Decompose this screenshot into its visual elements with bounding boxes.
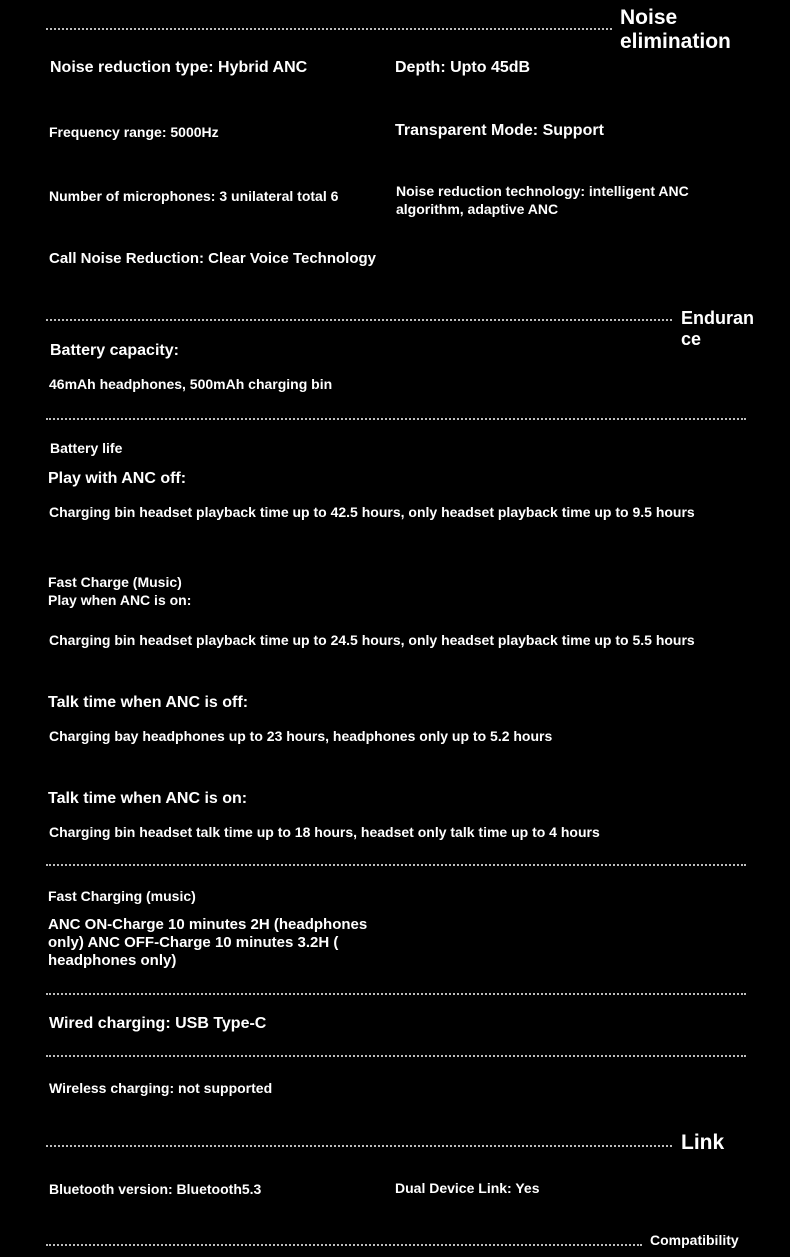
section-divider xyxy=(46,864,746,866)
play-anc-off-label: Play with ANC off: xyxy=(48,470,187,487)
talk-anc-off-label: Talk time when ANC is off: xyxy=(48,694,249,711)
battery-capacity-value: 46mAh headphones, 500mAh charging bin xyxy=(49,376,333,392)
section-title-endurance-line1: Enduran xyxy=(681,308,755,328)
transparent-mode: Transparent Mode: Support xyxy=(395,122,604,139)
noise-depth: Depth: Upto 45dB xyxy=(395,59,531,76)
section-title-noise: Noise elimination xyxy=(620,6,731,53)
play-anc-on-label: Play when ANC is on: xyxy=(48,592,192,608)
talk-anc-on-label: Talk time when ANC is on: xyxy=(48,790,248,807)
noise-reduction-technology: Noise reduction technology: intelligent ANC algorithm, adaptive ANC xyxy=(396,183,689,217)
dual-device-link: Dual Device Link: Yes xyxy=(395,1180,540,1196)
frequency-range: Frequency range: 5000Hz xyxy=(49,124,219,140)
wired-charging: Wired charging: USB Type-C xyxy=(49,1015,267,1032)
section-title-link: Link xyxy=(681,1131,725,1154)
battery-life-label: Battery life xyxy=(50,440,123,456)
fast-charging-value: ANC ON-Charge 10 minutes 2H (headphones only) ANC OFF-Charge 10 minutes 3.2H ( headphones only) xyxy=(48,916,368,969)
microphones-count: Number of microphones: 3 unilateral total 6 xyxy=(49,188,339,204)
call-noise-reduction: Call Noise Reduction: Clear Voice Technology xyxy=(49,250,377,267)
section-divider xyxy=(46,1055,746,1057)
section-divider xyxy=(46,28,612,30)
play-anc-off-value: Charging bin headset playback time up to 42.5 hours, only headset playback time up to 9.5 hours xyxy=(49,504,695,520)
wireless-charging: Wireless charging: not supported xyxy=(49,1080,273,1096)
talk-anc-on-value: Charging bin headset talk time up to 18 hours, headset only talk time up to 4 hours xyxy=(49,824,600,840)
section-divider xyxy=(46,418,746,420)
bluetooth-version: Bluetooth version: Bluetooth5.3 xyxy=(49,1181,262,1197)
section-title-endurance-line2: ce xyxy=(681,329,702,349)
section-divider xyxy=(46,319,672,321)
section-divider xyxy=(46,1145,672,1147)
noise-reduction-type: Noise reduction type: Hybrid ANC xyxy=(50,59,308,76)
section-title-compatibility: Compatibility xyxy=(650,1232,739,1248)
section-divider xyxy=(46,993,746,995)
fast-charge-music-label: Fast Charge (Music) xyxy=(48,574,182,590)
fast-charging-label: Fast Charging (music) xyxy=(48,888,196,904)
section-title-endurance xyxy=(681,308,754,350)
battery-capacity-label: Battery capacity: xyxy=(50,342,179,359)
play-anc-on-value: Charging bin headset playback time up to 24.5 hours, only headset playback time up to 5.5 hours xyxy=(49,632,695,648)
talk-anc-off-value: Charging bay headphones up to 23 hours, headphones only up to 5.2 hours xyxy=(49,728,553,744)
section-divider xyxy=(46,1244,642,1246)
